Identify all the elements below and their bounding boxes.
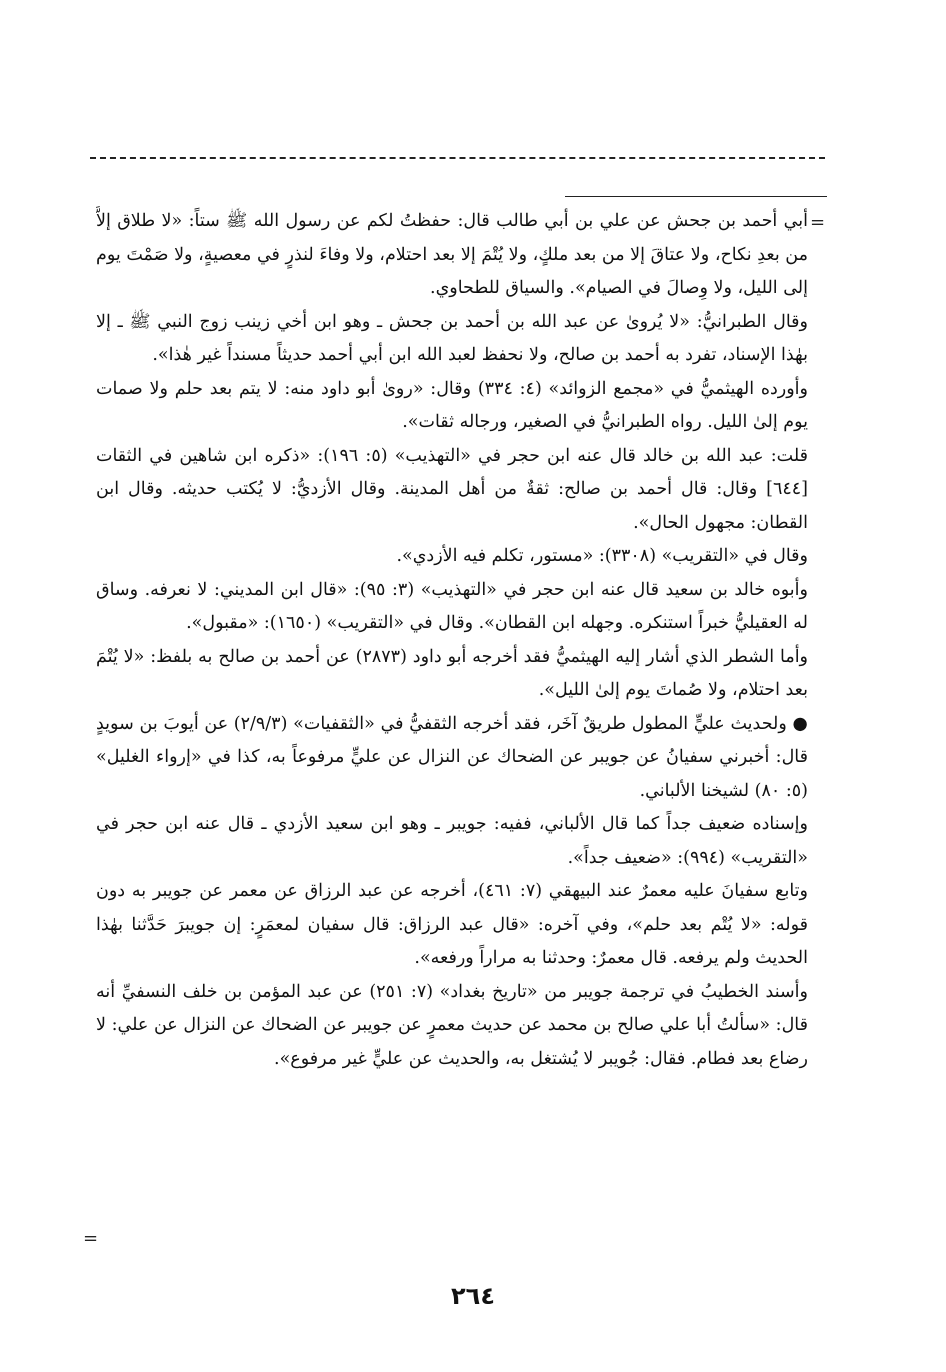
paragraph: وأورده الهيثميُّ في «مجمع الزوائد» (٤: ٣٣٤) وقال: «روىٰ أبو داود منه: لا يتم بعد حلم ولا صمات يوم إلىٰ الليل. رواه الطبرانيُّ في الصغير، ورجاله ثقات». [96,378,808,432]
page-number: ٢٦٤ [451,1282,495,1310]
paragraph: وقال في «التقريب» (٣٣٠٨): «مستور، تكلم فيه الأزدي». [396,546,808,566]
paragraph: وإسناده ضعيف جداً كما قال الألباني، ففيه: جويبر ـ وهو ابن سعيد الأزدي ـ قال عنه ابن حجر في «التقريب» (٩٩٤): «ضعيف جداً». [96,814,808,868]
footnote-text [96,205,808,1265]
footnote-separator-line [565,196,827,197]
paragraph: وقال الطبرانيُّ: «لا يُروىٰ عن عبد الله بن أحمد بن جحش ـ وهو ابن أخي زينب زوج النبي ﷺ ـ إلا بهٰذا الإسناد، تفرد به أحمد بن صالح، ولا نحفظ لعبد الله ابن أبي أحمد حديثاً مسنداً غير هٰذا». [96,311,808,365]
paragraph: وتابع سفيانَ عليه معمرٌ عند البيهقي (٧: ٤٦١)، أخرجه عن عبد الرزاق عن معمر عن جويبر به دون قوله: «لا يُتْم بعد حلم»، وفي آخره: «قال عبد الرزاق: قال سفيان لمعمَرٍ: إن جويبرَ حَدَّثنا بهٰذا الحديث ولم يرفعه. قال معمرٌ: وحدثنا به مراراً ورفعه». [96,881,808,968]
paragraph: قلت: عبد الله بن خالد قال عنه ابن حجر في «التهذيب» (٥: ١٩٦): «ذكره ابن شاهين في الثقات [٦٤٤] وقال: قال أحمد بن صالح: ثقةٌ من أهل المدينة. وقال الأزديُّ: لا يُكتب حديثه. وقال ابن القطان: مجهول الحال». [96,445,808,533]
paragraph: وأما الشطر الذي أشار إليه الهيثميُّ فقد أخرجه أبو داود (٢٨٧٣) عن أحمد بن صالح به بلفظ: «لا يُتْمَ بعد احتلام، ولا صُماتَ يوم إلىٰ الليل». [96,646,808,700]
continuation-mark-bottom: = [83,1228,99,1249]
paragraph: ● ولحديث عليٍّ المطول طريقٌ آخَر، فقد أخرجه الثقفيُّ في «الثقفيات» (٢/٩/٣) عن أيوبَ بن سويدٍ قال: أخبرني سفيانُ عن جويبر عن الضحاك عن النزال عن عليٍّ مرفوعاً به، كذا في «إرواء الغليل» (٥: ٨٠) لشيخنا الألباني. [96,713,808,801]
paragraph: وأبوه خالد بن سعيد قال عنه ابن حجر في «التهذيب» (٣: ٩٥): «قال ابن المديني: لا نعرفه. وساق له العقيليُّ خبراً استنكره. وجهله ابن القطان». وقال في «التقريب» (١٦٥٠): «مقبول». [96,579,808,633]
separator-dashed-line [90,157,825,159]
paragraph: أبي أحمد بن جحش عن علي بن أبي طالب قال: حفظتُ لكم عن رسول الله ﷺ ستاً: «لا طلاق إلاَّ من بعدِ نكاح، ولا عتاقَ إلا من بعد ملكٍ، ولا يُتْمَ إلا بعد احتلام، ولا وفاءَ لنذرٍ في معصيةٍ، ولا صَمْتَ يوم إلى الليل، ولا وِصالَ في الصيام». والسياق للطحاوي. [96,211,808,298]
continuation-mark-top: = [810,212,826,233]
paragraph: وأسند الخطيبُ في ترجمة جويبر من «تاريخ بغداد» (٧: ٢٥١) عن عبد المؤمن بن خلف النسفيِّ أنه قال: «سألتُ أبا علي صالح بن محمد عن حديث معمرٍ عن جويبر عن الضحاك عن النزال عن علي: لا رضاع بعد فطام. فقال: جُويبر لا يُشتغل به، والحديث عن عليٍّ غير مرفوع». [96,981,808,1069]
